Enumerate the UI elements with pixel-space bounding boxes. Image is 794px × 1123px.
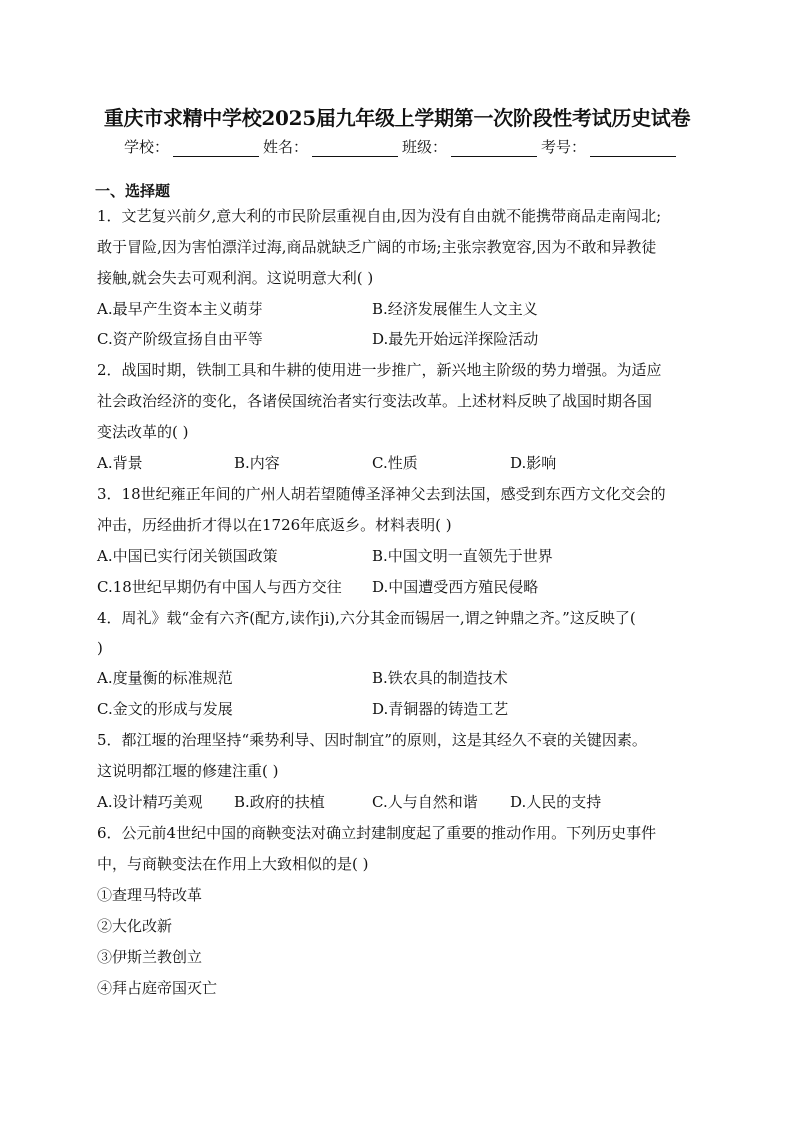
class-blank	[451, 138, 537, 157]
question-4-line-2: )	[97, 639, 103, 657]
exam-number-label: 考号：	[541, 138, 587, 156]
question-1-option-c: C.资产阶级宣扬自由平等	[97, 330, 263, 348]
question-3-line-1: 3．18世纪雍正年间的广州人胡若望随傅圣泽神父去到法国，感受到东西方文化交会的	[97, 485, 666, 503]
question-2-line-3: 变法改革的( )	[97, 423, 189, 441]
section-title: 一、选择题	[95, 182, 171, 200]
question-1-option-b: B.经济发展催生人文主义	[372, 300, 538, 318]
question-5-option-a: A.设计精巧美观	[97, 793, 203, 811]
question-6-item-4: ④拜占庭帝国灭亡	[97, 979, 218, 997]
question-6-line-1: 6．公元前4世纪中国的商鞅变法对确立封建制度起了重要的推动作用。下列历史事件	[97, 824, 657, 842]
question-1-line-3: 接触,就会失去可观利润。这说明意大利( )	[97, 269, 374, 287]
question-2-option-c: C.性质	[372, 454, 418, 472]
name-label: 姓名：	[263, 138, 309, 156]
question-2-option-b: B.内容	[234, 454, 280, 472]
question-4-line-1: 4．周礼》载“金有六齐(配方,读作ji),六分其金而锡居一,谓之钟鼎之齐。”这反映了(	[97, 609, 636, 627]
question-2-line-2: 社会政治经济的变化，各诸侯国统治者实行变法改革。上述材料反映了战国时期各国	[97, 392, 653, 410]
question-5-line-1: 5．都江堰的治理坚持“乘势利导、因时制宜”的原则，这是其经久不衰的关键因素。	[97, 731, 647, 749]
question-5-option-c: C.人与自然和谐	[372, 793, 478, 811]
question-6-item-1: ①查理马特改革	[97, 886, 203, 904]
question-4-option-b: B.铁农具的制造技术	[372, 669, 508, 687]
school-label: 学校：	[124, 138, 170, 156]
question-5-line-2: 这说明都江堰的修建注重( )	[97, 762, 279, 780]
question-4-option-a: A.度量衡的标准规范	[97, 669, 233, 687]
question-1-line-1: 1．文艺复兴前夕,意大利的市民阶层重视自由,因为没有自由就不能携带商品走南闯北;	[97, 207, 662, 225]
question-6-item-2: ②大化改新	[97, 917, 173, 935]
question-4-option-d: D.青铜器的铸造工艺	[372, 700, 509, 718]
exam-title: 重庆市求精中学校2025届九年级上学期第一次阶段性考试历史试卷	[103, 106, 691, 130]
question-1-option-d: D.最先开始远洋探险活动	[372, 330, 539, 348]
question-4-option-c: C.金文的形成与发展	[97, 700, 233, 718]
question-5-option-d: D.人民的支持	[510, 793, 602, 811]
question-3-option-b: B.中国文明一直领先于世界	[372, 547, 553, 565]
class-label: 班级：	[402, 138, 448, 156]
question-5-option-b: B.政府的扶植	[234, 793, 325, 811]
exam-number-blank	[590, 138, 676, 157]
question-6-item-3: ③伊斯兰教创立	[97, 948, 203, 966]
question-3-line-2: 冲击，历经曲折才得以在1726年底返乡。材料表明( )	[97, 516, 452, 534]
question-3-option-a: A.中国已实行闭关锁国政策	[97, 547, 278, 565]
question-2-option-a: A.背景	[97, 454, 143, 472]
name-blank	[312, 138, 398, 157]
school-blank	[173, 138, 259, 157]
question-6-line-2: 中，与商鞅变法在作用上大致相似的是( )	[97, 855, 369, 873]
question-2-line-1: 2．战国时期，铁制工具和牛耕的使用进一步推广，新兴地主阶级的势力增强。为适应	[97, 361, 662, 379]
question-3-option-d: D.中国遭受西方殖民侵略	[372, 578, 539, 596]
question-2-option-d: D.影响	[510, 454, 557, 472]
question-3-option-c: C.18世纪早期仍有中国人与西方交往	[97, 578, 342, 596]
question-1-line-2: 敢于冒险,因为害怕漂洋过海,商品就缺乏广阔的市场;主张宗教宽容,因为不敢和异教徒	[97, 238, 657, 256]
question-1-option-a: A.最早产生资本主义萌芽	[97, 300, 263, 318]
student-info-row	[124, 135, 680, 157]
